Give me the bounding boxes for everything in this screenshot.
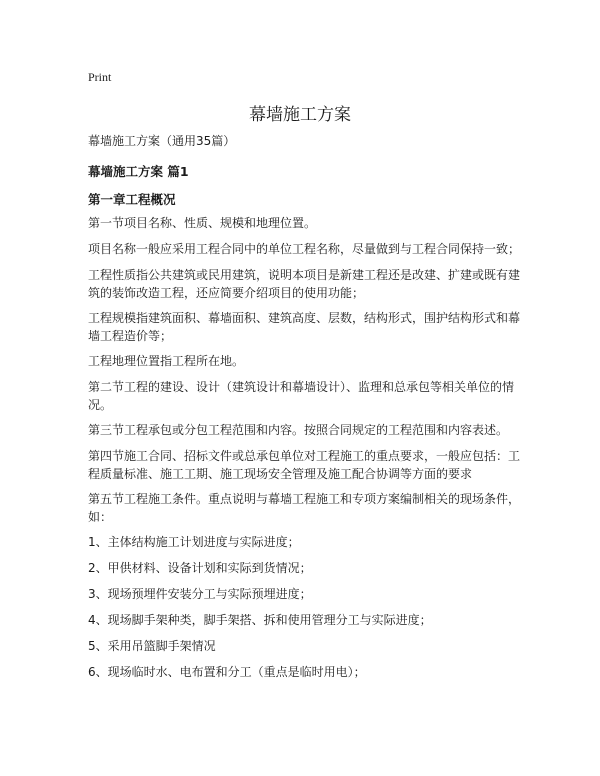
paragraph: 项目名称一般应采用工程合同中的单位工程名称，尽量做到与工程合同保持一致； [88, 242, 521, 256]
paragraph: 第四节施工合同、招标文件或总承包单位对工程施工的重点要求，一般应包括：工程质量标准、施工工期、施工现场安全管理及施工配合协调等方面的要求 [88, 449, 521, 481]
print-link[interactable]: Print [88, 70, 112, 84]
list-item: 3、现场预埋件安装分工与实际预埋进度； [88, 587, 312, 601]
list-item: 1、主体结构施工计划进度与实际进度； [88, 535, 300, 549]
paragraph: 第三节工程承包或分包工程范围和内容。按照合同规定的工程范围和内容表述。 [88, 423, 509, 437]
paragraph: 工程地理位置指工程所在地。 [88, 354, 245, 368]
list-item: 4、现场脚手架种类，脚手架搭、拆和使用管理分工与实际进度； [88, 613, 432, 627]
paragraph: 第五节工程施工条件。重点说明与幕墙工程施工和专项方案编制相关的现场条件，如： [88, 492, 521, 524]
paragraph: 工程规模指建筑面积、幕墙面积、建筑高度、层数，结构形式，围护结构形式和幕墙工程造价等； [88, 311, 521, 343]
paragraph: 工程性质指公共建筑或民用建筑，说明本项目是新建工程还是改建、扩建或既有建筑的装饰改造工程，还应简要介绍项目的使用功能； [88, 268, 521, 300]
list-item: 2、甲供材料、设备计划和实际到货情况； [88, 561, 312, 575]
paragraph: 第一节项目名称、性质、规模和地理位置。 [88, 216, 317, 230]
document-subtitle: 幕墙施工方案（通用35篇） [88, 134, 236, 148]
list-item: 6、现场临时水、电布置和分工（重点是临时用电）； [88, 665, 366, 679]
chapter-heading: 第一章工程概况 [88, 192, 176, 207]
page-title: 幕墙施工方案 [249, 105, 351, 125]
list-item: 5、采用吊篮脚手架情况 [88, 639, 216, 653]
paragraph: 第二节工程的建设、设计（建筑设计和幕墙设计）、监理和总承包等相关单位的情况。 [88, 380, 515, 412]
article-heading: 幕墙施工方案 篇1 [88, 164, 189, 179]
